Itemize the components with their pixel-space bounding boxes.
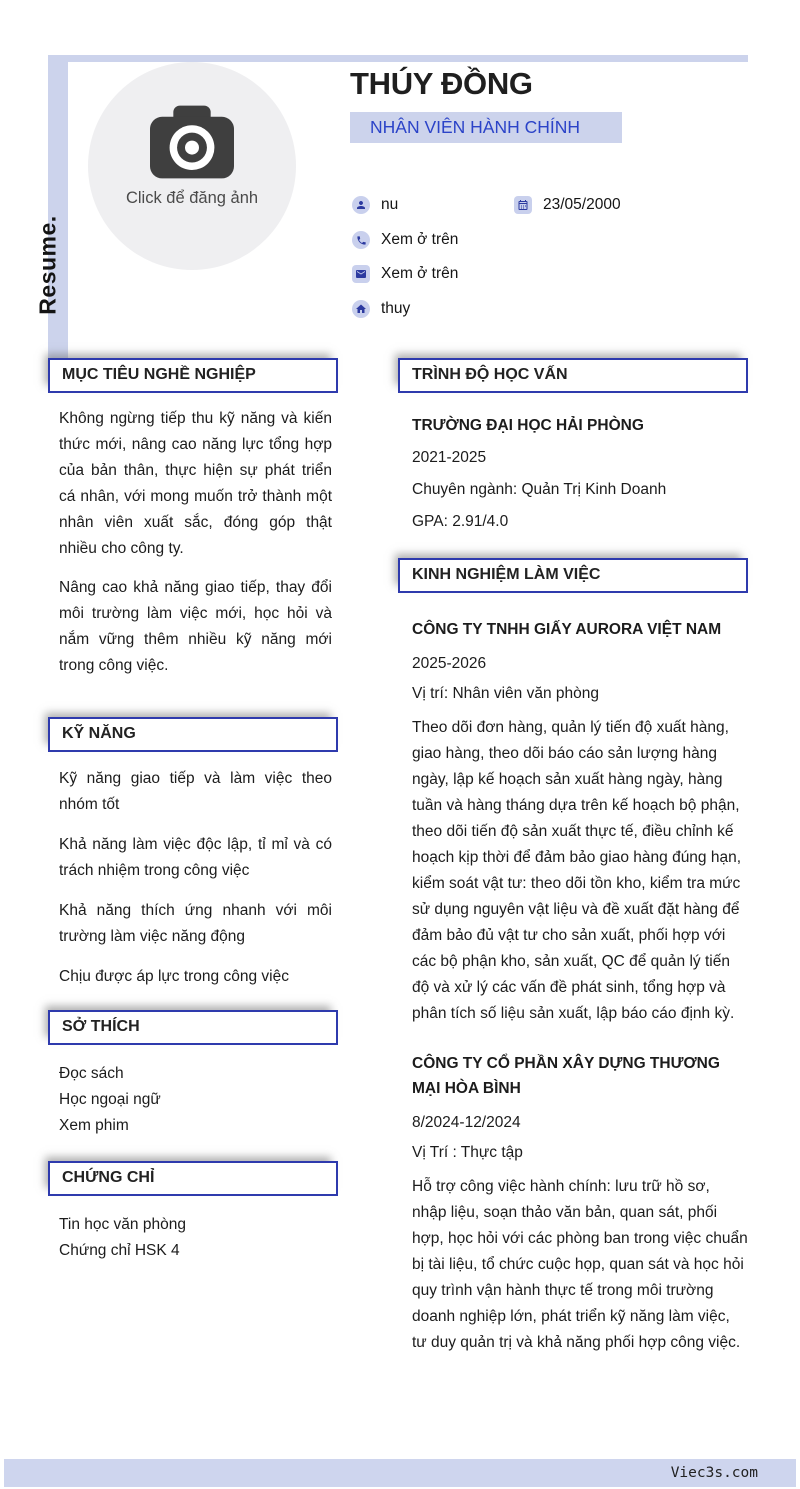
objective-text — [48, 406, 338, 679]
section-heading-certificates: CHỨNG CHỈ — [48, 1161, 338, 1196]
camera-icon — [143, 100, 241, 184]
info-address-value: thuy — [381, 300, 411, 317]
hobby-item: Xem phim — [59, 1117, 129, 1134]
certificate-item: Chứng chỉ HSK 4 — [59, 1242, 180, 1259]
hobby-item: Học ngoại ngữ — [59, 1091, 161, 1108]
education-gpa: GPA: 2.91/4.0 — [412, 513, 509, 530]
section-heading-experience: KINH NGHIỆM LÀM VIỆC — [398, 558, 748, 593]
education-major: Chuyên ngành: Quản Trị Kinh Doanh — [412, 481, 667, 498]
job-description: Theo dõi đơn hàng, quản lý tiến độ xuất hàng, giao hàng, theo dõi báo cáo sản lượng hàng ngày, lập kế hoạch sản xuất hàng ngày, hàng tuần và hàng tháng dựa trên kế hoạch bộ phận, theo dõi tiến độ sản xuất thực tế, điều chỉnh kế hoạch kịp thời để đảm bảo giao hàng đúng hạn, kiểm soát vật tư: theo dõi tồn kho, kiểm tra mức sử dụng nguyên vật liệu và đề xuất đặt hàng để đảm bảo đủ vật tư cho sản xuất, phối hợp với các bộ phận kho, sản xuất, QC để quản lý tiến độ và xử lý các vấn đề phát sinh, tổng hợp và phân tích số liệu sản xuất, lập báo cáo định kỳ. — [412, 719, 742, 1022]
hobby-item: Đọc sách — [59, 1065, 124, 1082]
home-icon — [352, 300, 370, 318]
phone-icon — [352, 231, 370, 249]
job-entry — [412, 617, 748, 1027]
job-company: CÔNG TY TNHH GIẤY AURORA VIỆT NAM — [412, 621, 722, 638]
job-description: Hỗ trợ công việc hành chính: lưu trữ hồ sơ, nhập liệu, soạn thảo văn bản, quan sát, phối hợp, học hỏi với các phòng ban trong việc chuẩn bị tài liệu, tổ chức cuộc họp, quan sát và học hỏi quy trình vận hành thực tế trong môi trường doanh nghiệp lớn, phát triển kỹ năng làm việc, tư duy quản trị và khả năng phối hợp công việc. — [412, 1178, 748, 1351]
hobbies-list — [48, 1061, 338, 1139]
job-position: Vị trí: Nhân viên văn phòng — [412, 685, 599, 702]
skill-item: Chịu được áp lực trong công việc — [59, 968, 289, 985]
job-period: 2025-2026 — [412, 655, 487, 672]
info-email-value: Xem ở trên — [381, 265, 459, 282]
certificates-list — [48, 1212, 338, 1264]
section-heading-hobbies: SỞ THÍCH — [48, 1010, 338, 1045]
job-title-badge: NHÂN VIÊN HÀNH CHÍNH — [350, 112, 622, 143]
objective-paragraph: Không ngừng tiếp thu kỹ năng và kiến thức mới, nâng cao năng lực tổng hợp của bản thân, thực hiện sự phát triển cá nhân, với mong muốn trở thành một nhân viên xuất sắc, đóng góp thật nhiều cho công ty. — [59, 410, 332, 557]
info-gender — [352, 196, 398, 214]
top-accent-bar — [48, 55, 748, 62]
job-entry — [412, 1051, 748, 1356]
photo-upload-placeholder[interactable] — [88, 62, 296, 270]
skill-item: Khả năng làm việc độc lập, tỉ mỉ và có trách nhiệm trong công việc — [59, 836, 332, 879]
mail-icon — [352, 265, 370, 283]
education-school: TRƯỜNG ĐẠI HỌC HẢI PHÒNG — [412, 417, 644, 434]
user-icon — [352, 196, 370, 214]
info-address — [352, 300, 410, 318]
job-position: Vị Trí : Thực tập — [412, 1144, 523, 1161]
skill-item: Khả năng thích ứng nhanh với môi trường làm việc năng động — [59, 902, 332, 945]
education-period: 2021-2025 — [412, 449, 487, 466]
info-dob — [514, 196, 621, 214]
info-email — [352, 265, 458, 283]
info-phone-value: Xem ở trên — [381, 231, 459, 248]
footer-bar — [4, 1459, 796, 1487]
photo-upload-label: Click để đăng ảnh — [125, 189, 259, 207]
footer-brand: Viec3s.com — [670, 1465, 758, 1481]
info-phone — [352, 231, 458, 249]
certificate-item: Tin học văn phòng — [59, 1216, 186, 1233]
calendar-icon — [514, 196, 532, 214]
section-heading-education: TRÌNH ĐỘ HỌC VẤN — [398, 358, 748, 393]
info-gender-value: nu — [381, 196, 399, 213]
info-dob-value: 23/05/2000 — [543, 196, 621, 213]
right-column — [398, 358, 748, 1356]
resume-vertical-label: Resume. — [34, 215, 61, 315]
objective-paragraph: Nâng cao khả năng giao tiếp, thay đổi môi trường làm việc mới, học hỏi và nắm vững thêm nhiều kỹ năng mới trong công việc. — [59, 579, 332, 674]
job-period: 8/2024-12/2024 — [412, 1114, 521, 1131]
skill-item: Kỹ năng giao tiếp và làm việc theo nhóm tốt — [59, 770, 332, 813]
skills-list — [48, 766, 338, 990]
education-block — [398, 417, 748, 531]
section-heading-objective: MỤC TIÊU NGHỀ NGHIỆP — [48, 358, 338, 393]
section-heading-skills: KỸ NĂNG — [48, 717, 338, 752]
experience-block — [398, 617, 748, 1356]
left-column — [48, 358, 338, 1264]
candidate-name: THÚY ĐỒNG — [350, 66, 533, 101]
job-company: CÔNG TY CỔ PHẦN XÂY DỰNG THƯƠNG MẠI HÒA BÌNH — [412, 1055, 720, 1097]
